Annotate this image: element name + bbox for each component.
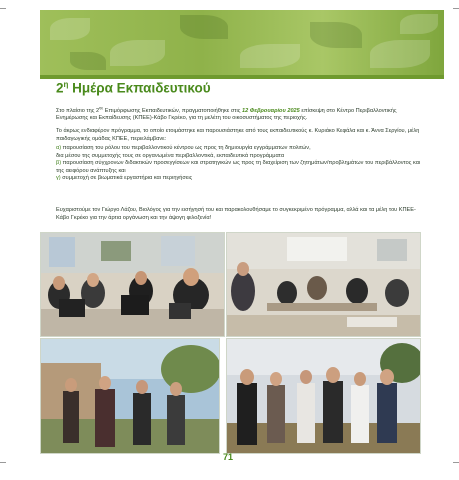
crop-mark: [0, 8, 6, 9]
photo-classroom-1: [40, 232, 225, 337]
crop-mark: [453, 462, 459, 463]
photo-outdoor-1: [40, 338, 220, 454]
photo-outdoor-2-image: [227, 339, 420, 453]
photo-classroom-1-image: [41, 233, 224, 336]
page-number: 71: [222, 452, 233, 462]
thanks-paragraph: Ευχαριστούμε τον Γιώργο Λάζου, Βιολόγος για την εισήγησή του και παρακολουθήσαμε το συγκεκριμένο πρόγραμμα, αλλά και τα μέλη του ΚΠΕΕ-Κάβο Γκρέκο για την άρτια οργάνωση και την άψογη φιλοξενία!: [56, 207, 416, 221]
page-title: $2^\eta$ Ημέρα Εκπαιδευτικού: [56, 80, 211, 96]
photo-classroom-2: [226, 232, 421, 337]
crop-mark: [453, 8, 459, 9]
photo-outdoor-2: [226, 338, 421, 454]
photo-outdoor-1-image: [41, 339, 219, 453]
banner-stripe: [40, 75, 444, 79]
photo-classroom-2-image: [227, 233, 420, 336]
event-date: 12 Φεβρουαρίου 2025: [242, 107, 300, 114]
program-paragraph: Το άκρως ενδιαφέρον πρόγραμμα, το οποίο ετοιμάστηκε και παρουσιάστηκε από τους εκπαιδευτικούς κ. Κυριάκο Κεφάλα και κ. Άννα Σεργίου, μέλη παιδαγωγικής ομάδας ΚΠΕΕ, περιελάμβανε:: [56, 128, 420, 142]
crop-mark: [0, 462, 6, 463]
header-banner: [40, 10, 444, 79]
intro-paragraph: Στο πλαίσιο της $2^{\eta\varsigma}$ Επιμόρφωσης Εκπαιδευτικών, πραγματοποιήθηκε στις 12 Φεβρουαρίου 2025 επίσκεψη στο Κέντρο Περιβαλλοντικής Ενημέρωσης και Εκπαίδευσης (ΚΠΕΕ)-Κάβο Γκρέκο, για τη μελέτη του οικοσυστήματος της περιοχής.: [56, 105, 397, 122]
program-list: α) παρουσίαση του ρόλου του περιβαλλοντικού κέντρου ως προς τη δημιουργία εγγράμματων πολιτών, δια μέσου της συμμετοχής τους σε οργανωμένα περιβαλλοντικά, εκπαιδευτικά προγράμματα β) παρουσίαση σύγχρονων διδακτικών προσεγγίσεων και στρατηγικών ως προς τη διαχείριση των ζητημάτων/προβλημάτων του περιβάλλοντος και της αειφόρου ανάπτυξης και γ) συμμετοχή σε βιωματικά εργαστήρια και περιηγήσεις: [56, 145, 421, 181]
